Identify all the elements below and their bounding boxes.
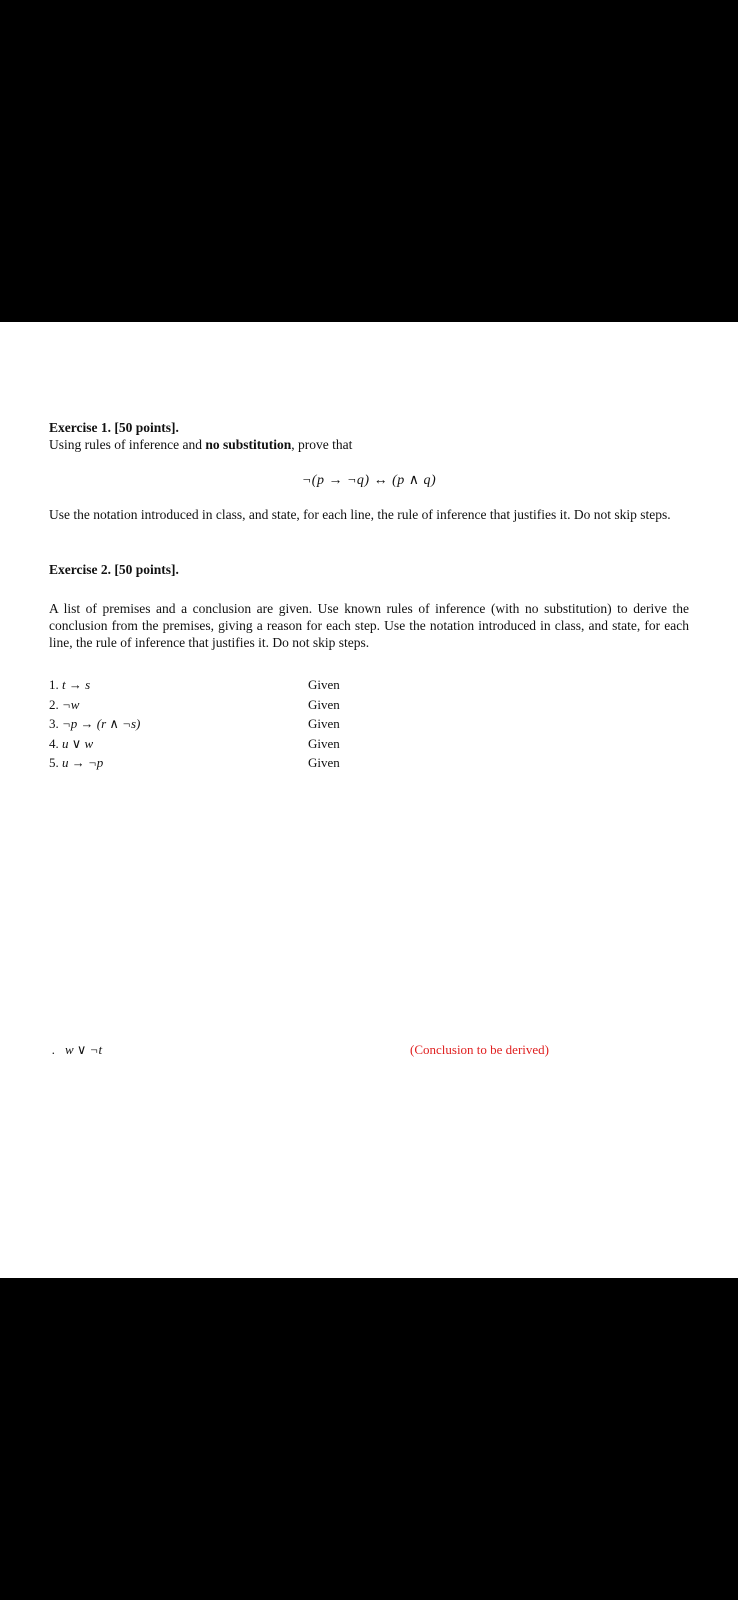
premise-expression [49, 676, 90, 693]
exercise-1-intro-prefix: Using rules of inference and [49, 437, 206, 452]
premise-number: 2. [49, 696, 59, 712]
premise-expression [49, 735, 93, 752]
premise-reason: Given [308, 677, 340, 692]
exercise-1-title: Exercise 1. [50 points]. [49, 420, 179, 435]
premise-reason: Given [308, 735, 340, 751]
premise-formula: u ∨ w [62, 735, 94, 751]
premise-expression [49, 715, 140, 732]
premise-reason: Given [308, 716, 340, 731]
premise-formula: t → s [62, 677, 91, 692]
exercise-1-intro-suffix: , prove that [291, 437, 353, 452]
exercise-2-title: Exercise 2. [50 points]. [49, 562, 179, 577]
premise-row [49, 735, 349, 755]
premise-row [49, 715, 349, 735]
premise-formula: u → ¬p [62, 755, 104, 770]
premise-reason: Given [308, 696, 340, 712]
exercise-2-description: A list of premises and a conclusion are given. Use known rules of inference (with no substitution) to derive the conclusion from the premises, giving a reason for each step. Use the notation introduced in class, and state, for each line, the rule of inference that justifies it. Do not skip steps. [49, 601, 689, 650]
premise-number: 3. [49, 716, 59, 731]
premise-formula: ¬p → (r ∧ ¬s) [62, 716, 141, 731]
premise-row [49, 754, 349, 774]
conclusion [52, 1041, 102, 1058]
conclusion-note: (Conclusion to be derived) [410, 1042, 549, 1057]
premise-expression [49, 696, 79, 713]
premise-expression [49, 754, 103, 771]
document-page [0, 322, 738, 1278]
premise-number: 1. [49, 677, 59, 692]
premise-number: 4. [49, 735, 59, 751]
premise-formula: ¬w [62, 696, 80, 712]
premise-row [49, 676, 349, 696]
premise-reason: Given [308, 755, 340, 770]
exercise-1-intro-bold: no substitution [205, 437, 292, 452]
conclusion-formula: w ∨ ¬t [65, 1042, 103, 1057]
exercise-1-intro [49, 436, 689, 453]
exercise-1-formula: ¬(p → ¬q) ↔ (p ∧ q) [301, 473, 437, 488]
premise-number: 5. [49, 755, 59, 770]
conclusion-marker: . [52, 1042, 56, 1057]
premise-list [49, 676, 349, 774]
exercise-1-note: Use the notation introduced in class, and state, for each line, the rule of inference that justifies it. Do not skip steps. [49, 507, 671, 522]
premise-row [49, 696, 349, 716]
